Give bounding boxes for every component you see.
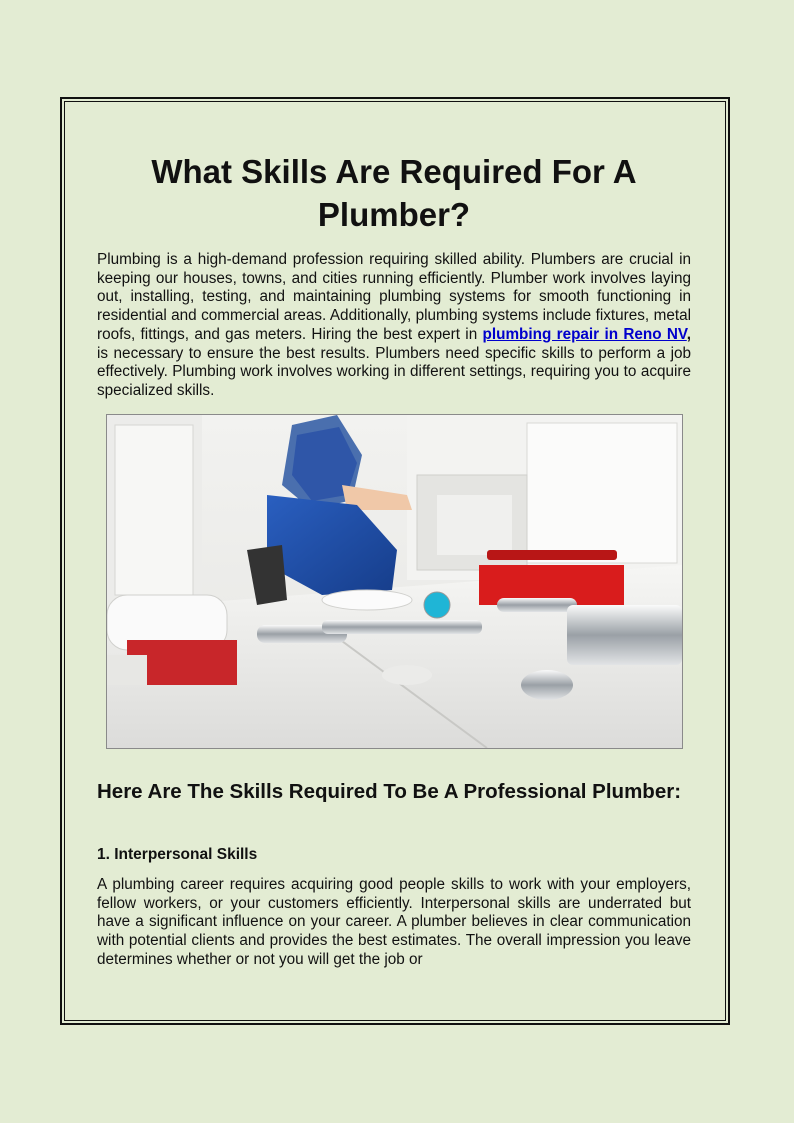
subsection-heading: 1. Interpersonal Skills <box>97 846 258 863</box>
plumber-photo <box>106 414 683 749</box>
section-heading: Here Are The Skills Required To Be A Professional Plumber: <box>97 780 682 803</box>
interpersonal-skills-paragraph: A plumbing career requires acquiring good people skills to work with your employers, fellow workers, or your customers efficiently. Interpersonal skills are underrated but have a significant influence on your career. A plumber believes in clear communication with potential clients and provides the best estimates. The overall impression you leave determines whether or not you will get the job or <box>97 876 691 968</box>
plumber-illustration <box>107 415 682 748</box>
intro-paragraph <box>97 251 691 401</box>
intro-text-before-link: Plumbing is a high-demand profession requiring skilled ability. Plumbers are crucial in keeping our houses, towns, and cities running efficiently. Plumber work involves laying out, installing, testing, and maintaining plumbing systems for smooth functioning in residential and commercial areas. Additionally, plumbing systems include fixtures, metal roofs, fittings, and gas meters. Hiring the best expert in <box>97 251 691 343</box>
plumbing-repair-link[interactable]: plumbing repair in Reno NV <box>482 325 687 343</box>
link-punctuation: , <box>686 325 691 343</box>
page-title: What Skills Are Required For A Plumber? <box>151 153 637 233</box>
intro-text-after-link: is necessary to ensure the best results. Plumbers need specific skills to perform a job effectively. Plumbing work involves working in different settings, requiring you to acquire specialized skills. <box>97 344 691 399</box>
